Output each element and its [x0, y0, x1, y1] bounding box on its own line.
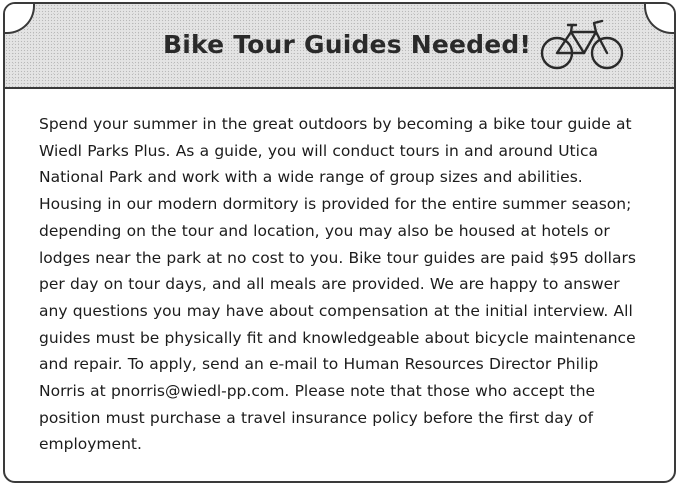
corner-notch-left: [5, 4, 35, 34]
notice-body: Spend your summer in the great outdoors by becoming a bike tour guide at Wiedl Parks Plus. As a guide, you will conduct tours in and around Utica National Park and work with a wide range of group sizes and abilities. Housing in our modern dormitory is provided for the entire summer season; depending on the tour and location, you may also be housed at hotels or lodges near the park at no cost to you. Bike tour guides are paid $95 dollars per day on tour days, and all meals are provided. We are happy to answer any questions you may have about compensation at the initial interview. All guides must be physically fit and knowledgeable about bicycle maintenance and repair. To apply, send an e-mail to Human Resources Director Philip Norris at pnorris@wiedl-pp.com. Please note that those who accept the position must purchase a travel insurance policy before the first day of employment.: [39, 115, 636, 454]
notice-frame: [3, 2, 676, 483]
notice-header: [5, 4, 674, 89]
corner-notch-right: [644, 4, 674, 34]
bicycle-icon: [538, 17, 626, 73]
notice-title: Bike Tour Guides Needed!: [163, 30, 532, 59]
